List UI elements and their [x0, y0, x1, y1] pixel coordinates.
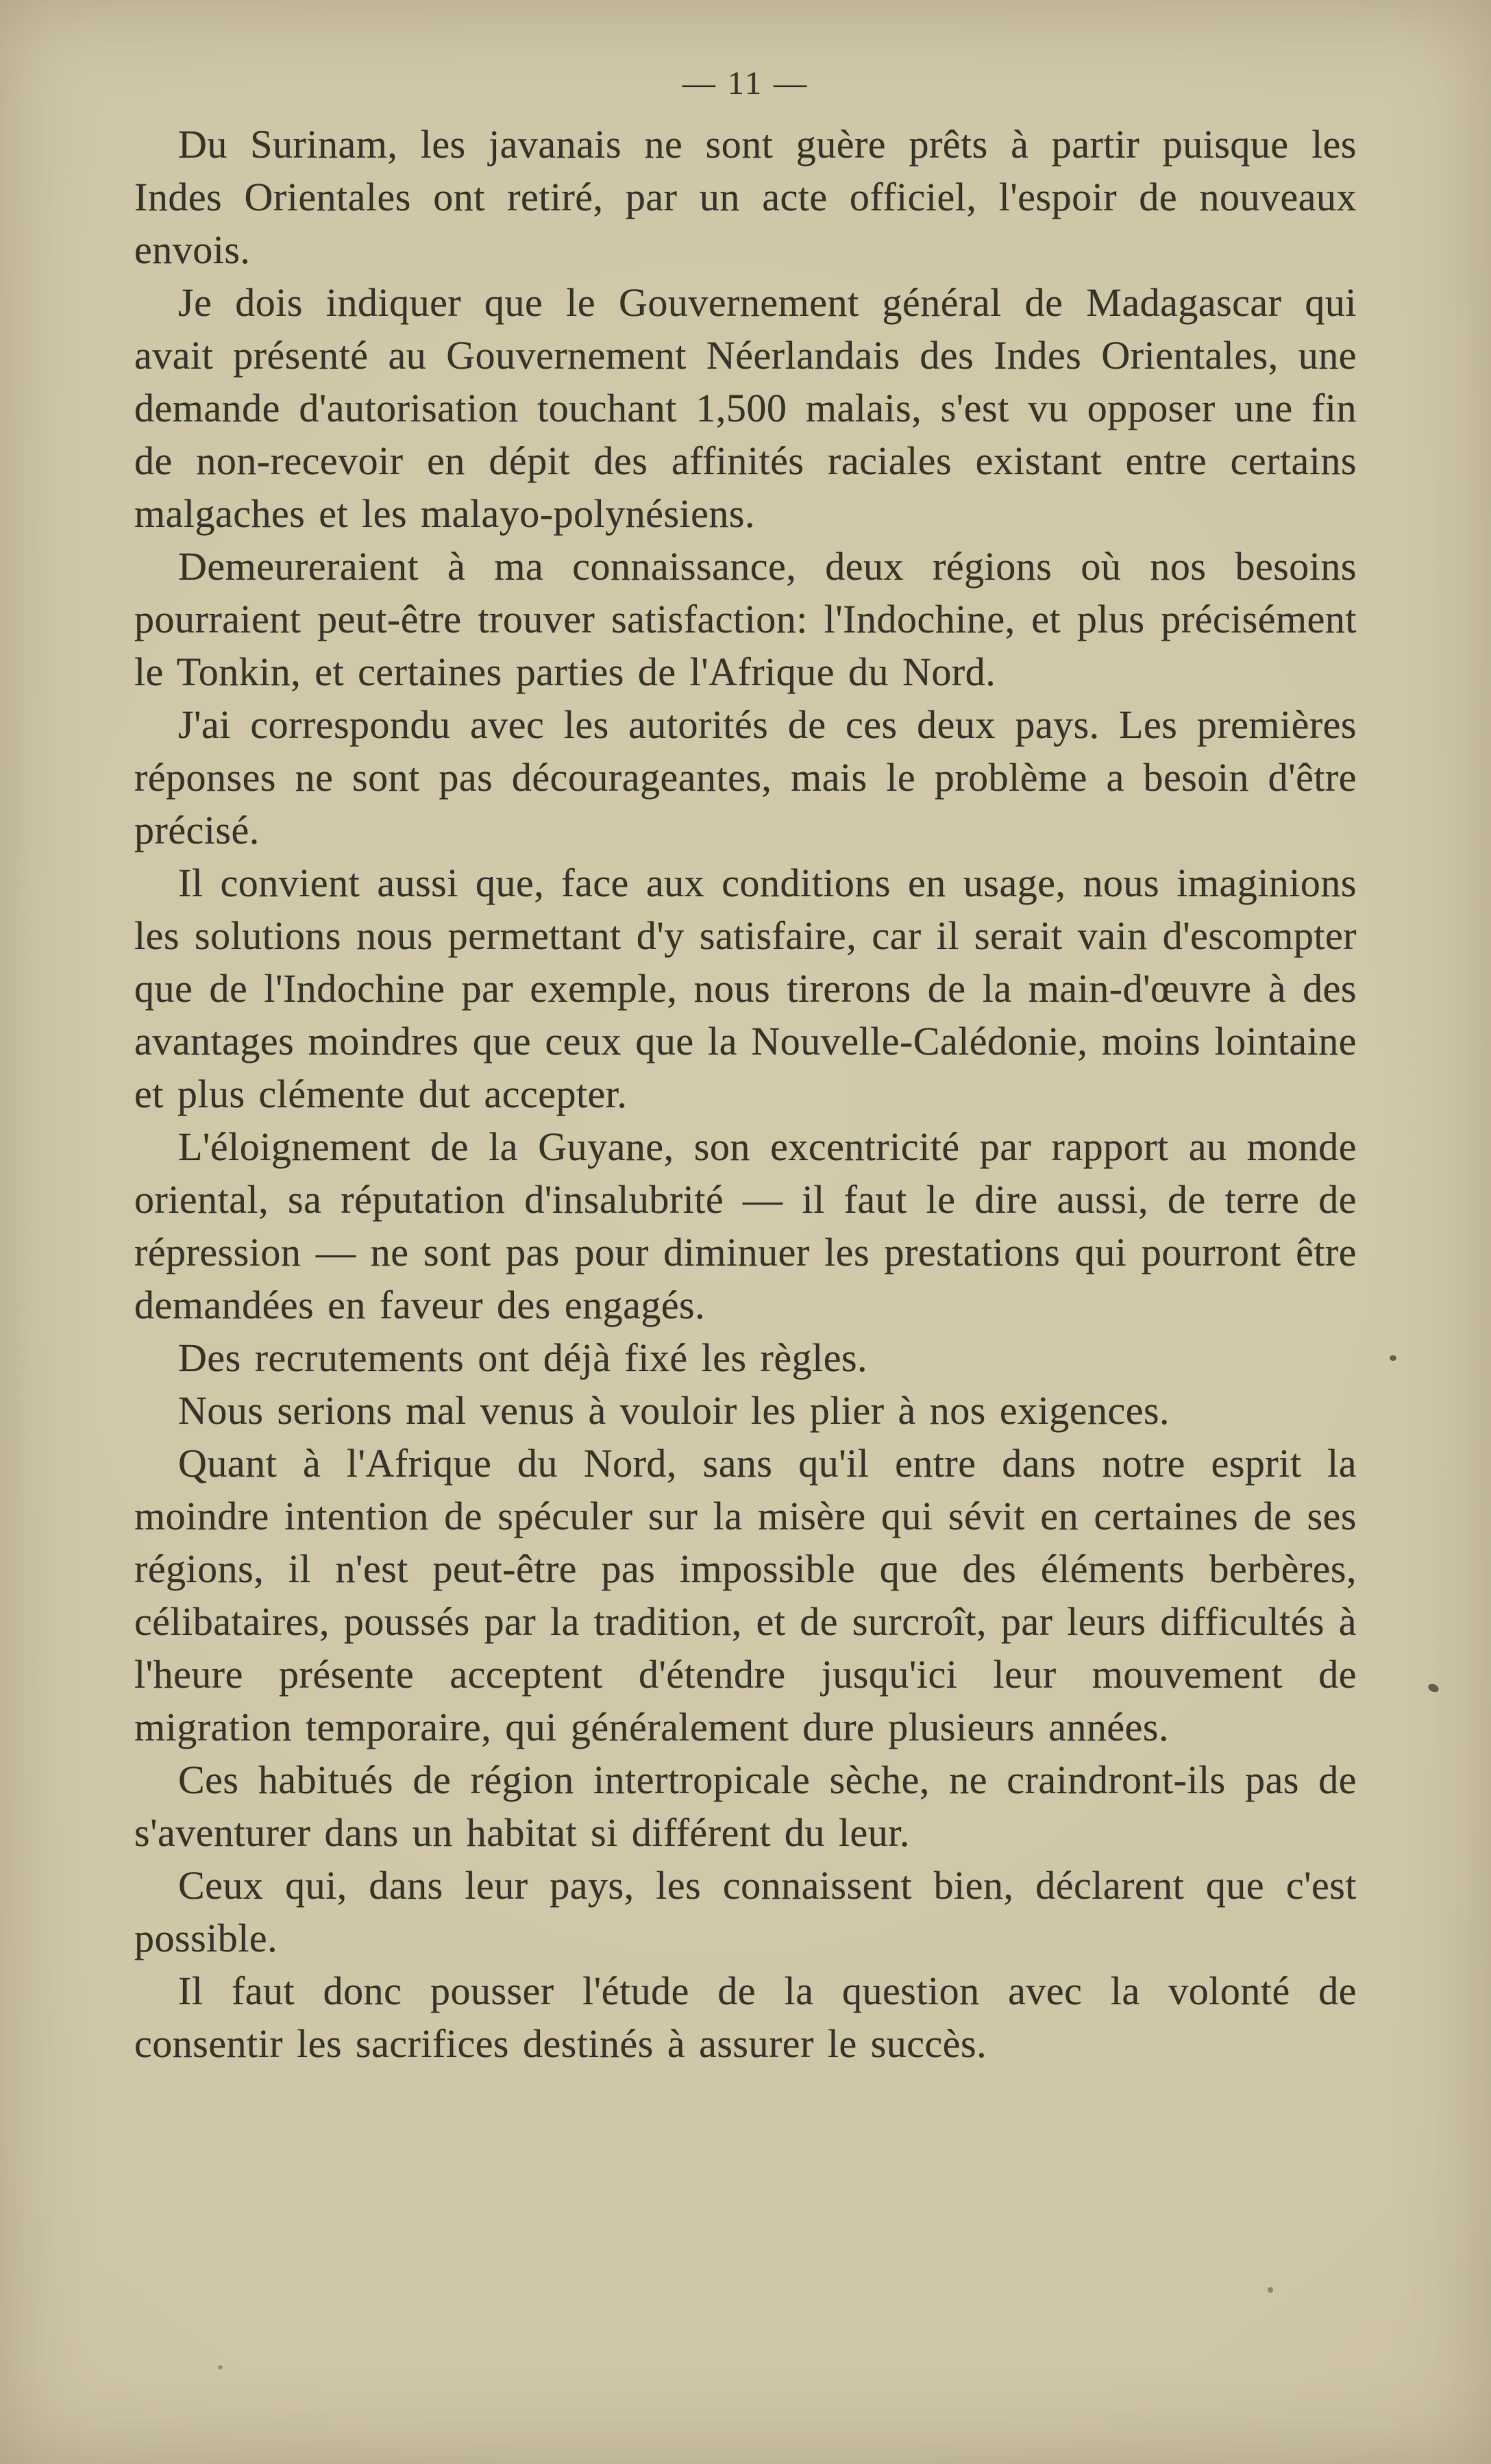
paragraph: Demeureraient à ma connaissance, deux régions où nos besoins pourraient peut-être trouver satisfaction: l'Indochine, et plus précisément le Tonkin, et certaines parties de l'Afrique du Nord. [134, 544, 1357, 694]
paragraph: Des recrutements ont déjà fixé les règles. [178, 1335, 868, 1380]
paragraph: Ceux qui, dans leur pays, les connaissent bien, déclarent que c'est possible. [134, 1863, 1357, 1960]
paper-speck [1427, 1682, 1440, 1694]
paragraph: Quant à l'Afrique du Nord, sans qu'il entre dans notre esprit la moindre intention de spéculer sur la misère qui sévit en certaines de ses régions, il n'est peut-être pas impossible que des éléments berbères, célibataires, poussés par la tradition, et de surcroît, par leurs difficultés à l'heure présente acceptent d'étendre jusqu'ici leur mouvement de migration temporaire, qui généralement dure plusieurs années. [134, 1441, 1357, 1749]
paragraph: Je dois indiquer que le Gouvernement général de Madagascar qui avait présenté au Gouvernement Néerlandais des Indes Orientales, une demande d'autorisation touchant 1,500 malais, s'est vu opposer une fin de non-recevoir en dépit des affinités raciales existant entre certains malgaches et les malayo-polynésiens. [134, 280, 1357, 536]
paper-speck [218, 2365, 223, 2369]
paragraph: L'éloignement de la Guyane, son excentricité par rapport au monde oriental, sa réputation d'insalubrité — il faut le dire aussi, de terre de répression — ne sont pas pour diminuer les prestations qui pourront être demandées en faveur des engagés. [134, 1124, 1357, 1327]
paper-speck [1268, 2287, 1273, 2293]
paragraph: Nous serions mal venus à vouloir les plier à nos exigences. [178, 1388, 1170, 1433]
paper-speck [1390, 1355, 1396, 1361]
page-number: — 11 — [682, 65, 809, 101]
paragraph: Il convient aussi que, face aux conditions en usage, nous imaginions les solutions nous permettant d'y satisfaire, car il serait vain d'escompter que de l'Indochine par exemple, nous tirerons de la main-d'œuvre à des avantages moindres que ceux que la Nouvelle-Calédonie, moins lointaine et plus clémente dut accepter. [134, 861, 1357, 1116]
paragraph: J'ai correspondu avec les autorités de ces deux pays. Les premières réponses ne sont pas décourageantes, mais le problème a besoin d'être précisé. [134, 702, 1357, 852]
paragraph: Ces habitués de région intertropicale sèche, ne craindront-ils pas de s'aventurer dans un habitat si différent du leur. [134, 1758, 1357, 1855]
paragraph: Il faut donc pousser l'étude de la question avec la volonté de consentir les sacrifices destinés à assurer le succès. [134, 1969, 1357, 2066]
paragraph: Du Surinam, les javanais ne sont guère prêts à partir puisque les Indes Orientales ont retiré, par un acte officiel, l'espoir de nouveaux envois. [134, 122, 1357, 272]
body-text [134, 118, 1357, 2070]
